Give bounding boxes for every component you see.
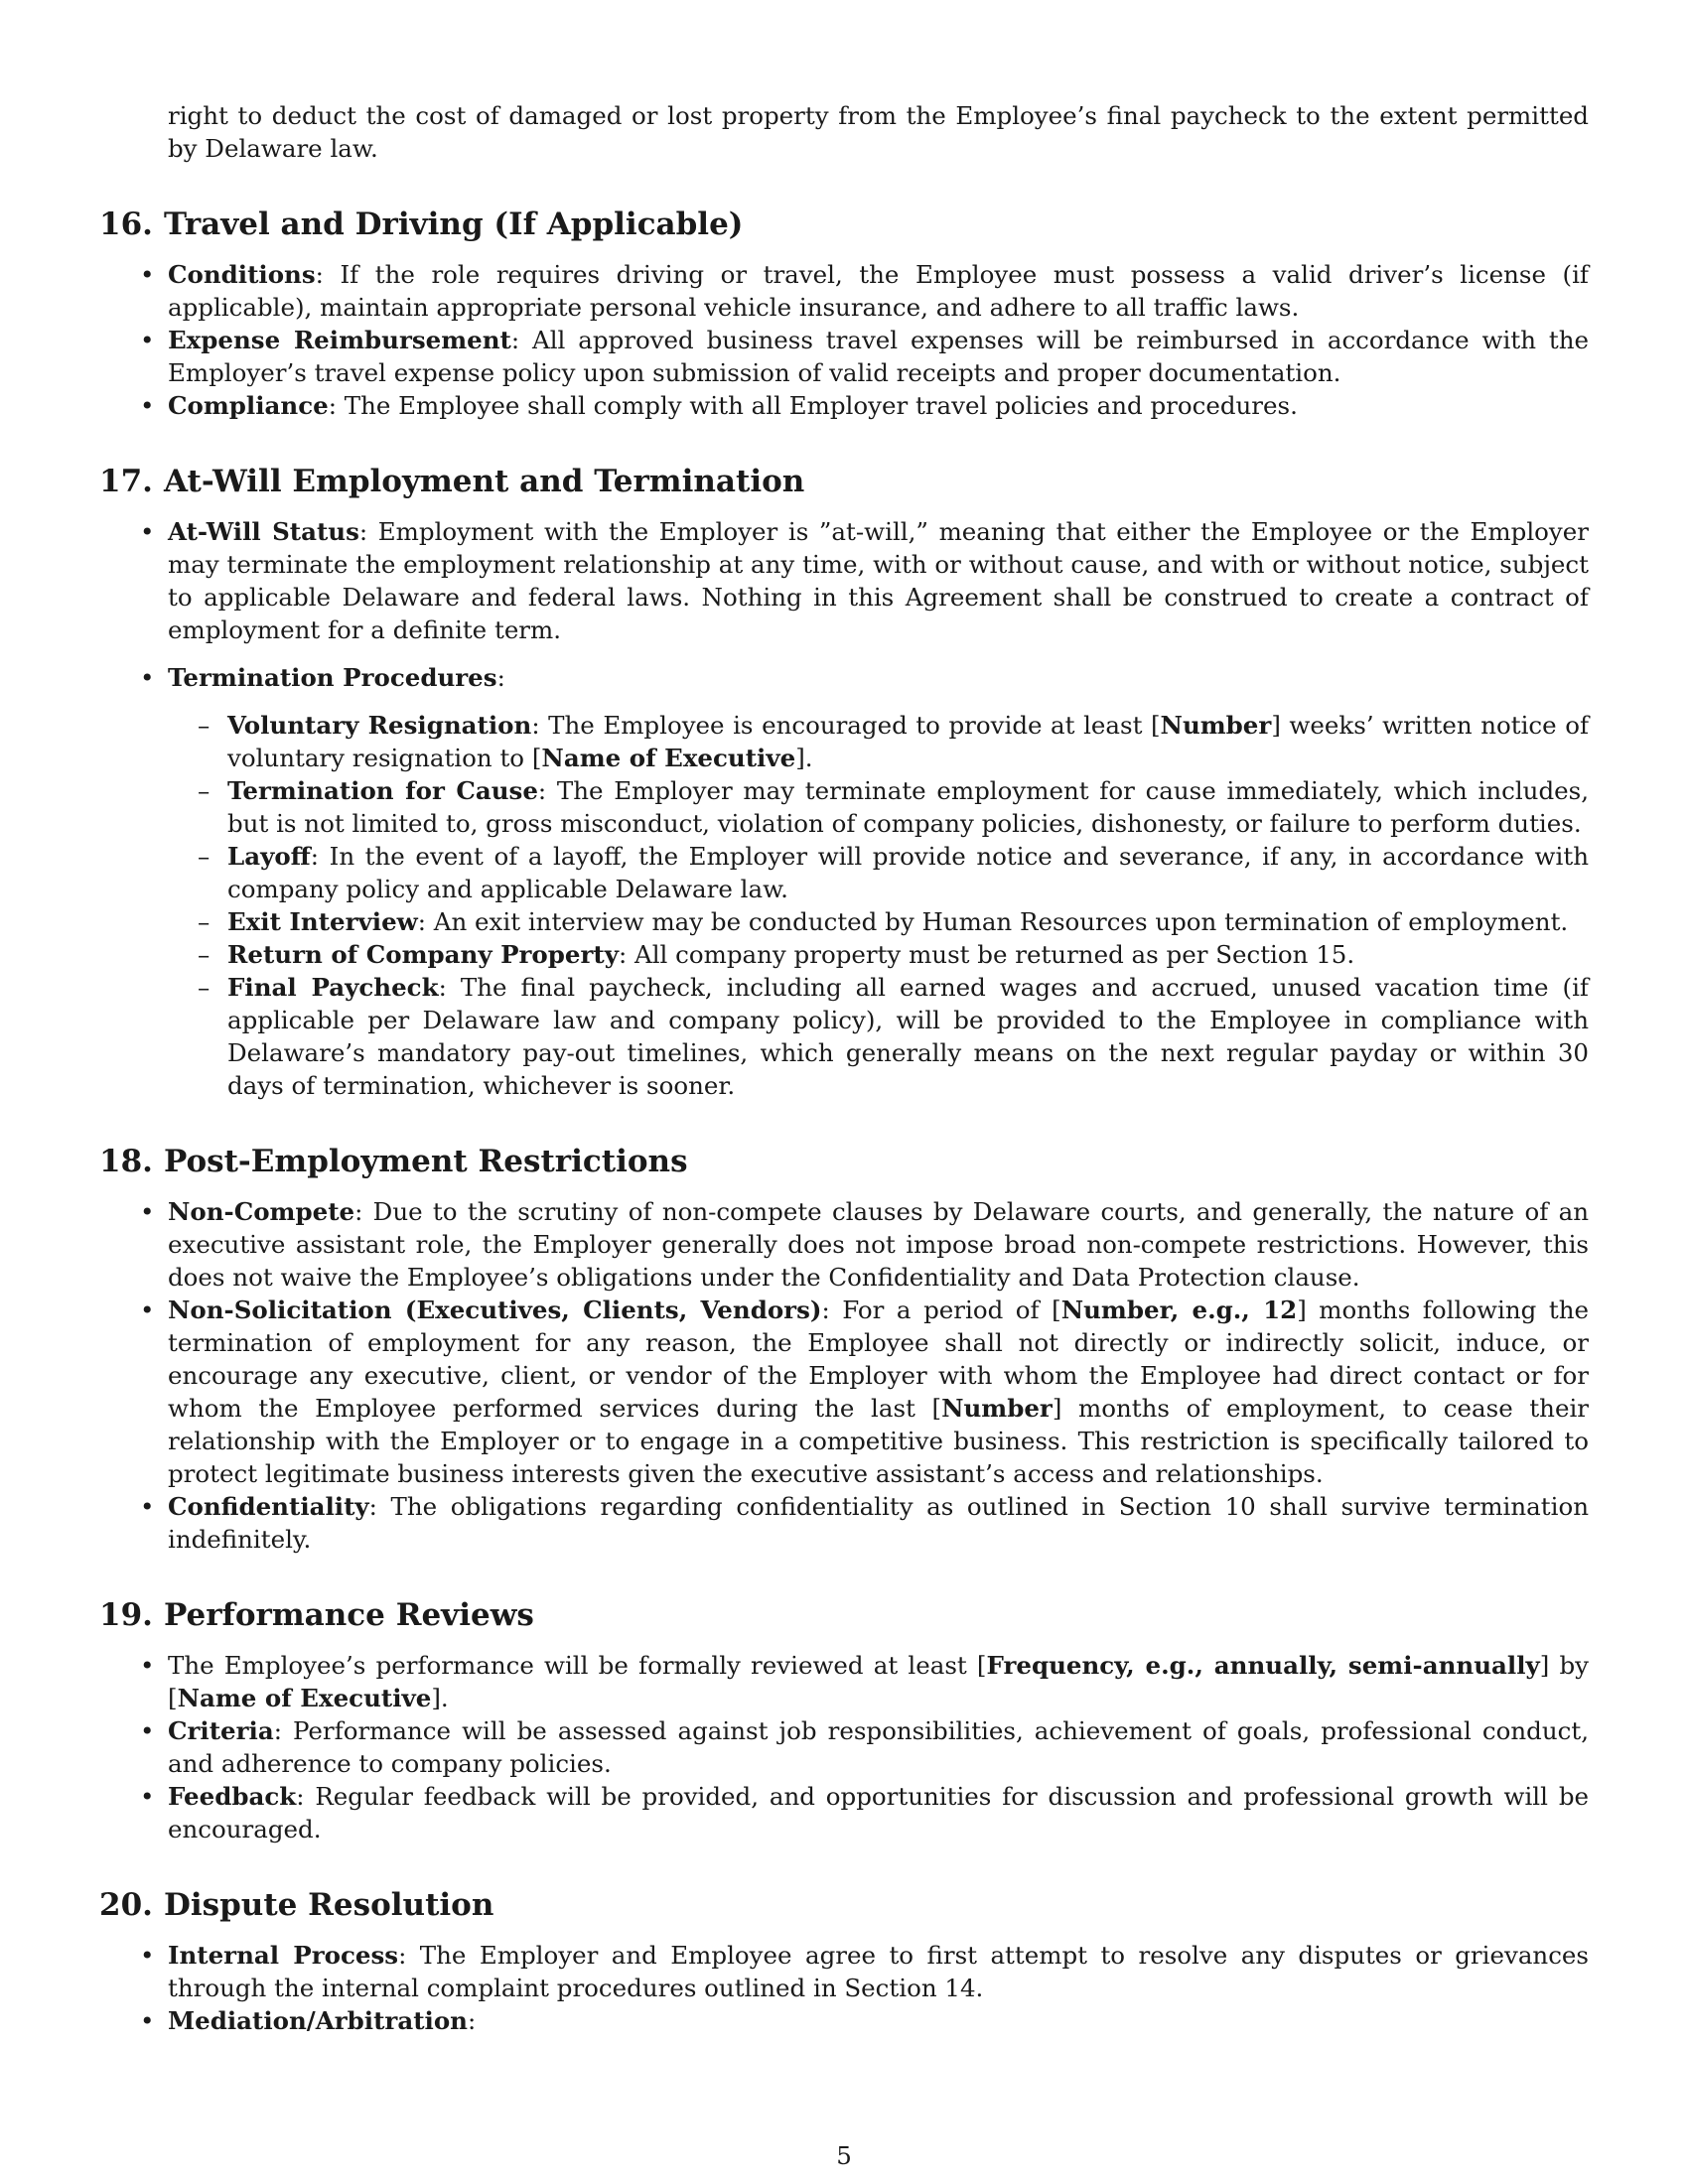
item-text: ] by [ [168,1651,1590,1712]
section-20-list [99,1939,1589,2037]
item-text: : Performance will be assessed against job responsibilities, achievement of goals, professional conduct, and adherence to company policies. [168,1716,1589,1778]
bullet-icon: • [140,1492,155,1521]
sub-list-item [168,709,1589,774]
item-label: Expense Reimbursement [168,326,511,354]
section-19-heading [99,1595,1589,1635]
bullet-icon: • [140,1782,155,1811]
item-text: : [467,2006,477,2035]
section-title: Performance Reviews [164,1597,534,1633]
item-text: : For a period of [ [821,1296,1061,1324]
item-text: : [496,663,505,692]
item-text: ] months following the termination of employment for any reason, the Employee shall not directly or indirectly solicit, induce, or encourage any executive, client, or vendor of the Employer with whom the Employee had direct contact or for whom the Employee performed services during the last [ [168,1296,1589,1423]
item-text: : An exit interview may be conducted by Human Resources upon termination of employment. [417,907,1569,936]
section-number: 18. [99,1144,153,1179]
item-text: : In the event of a layoff, the Employer will provide notice and severance, if any, in accordance with company policy and applicable Delaware law. [227,842,1589,903]
list-item [99,258,1589,324]
dash-icon: – [198,940,211,969]
section-title: Travel and Driving (If Applicable) [164,206,744,242]
item-label: Exit Interview [227,907,418,936]
item-text: ]. [431,1684,449,1712]
section-20-heading [99,1885,1589,1925]
section-number: 19. [99,1597,153,1633]
placeholder-field: Name of Executive [541,744,796,772]
list-item [99,2004,1589,2037]
section-19-list [99,1649,1589,1845]
item-text: : Due to the scrutiny of non-compete clauses by Delaware courts, and generally, the nature of an executive assistant role, the Employer generally does not impose broad non-compete restrictions. However, this does not waive the Employee’s obligations under the Confidentiality and Data Protection clause. [168,1197,1589,1292]
list-item [99,1490,1589,1556]
item-text: : The Employer may terminate employment for cause immediately, which includes, but is not limited to, gross misconduct, violation of company policies, dishonesty, or failure to perform duties. [227,776,1589,838]
item-label: Final Paycheck [227,973,439,1002]
item-label: Layoff [227,842,311,871]
bullet-icon: • [140,1296,155,1324]
item-text: : The Employee is encouraged to provide at least [ [531,711,1161,740]
section-17-list [99,515,1589,1102]
section-title: Post-Employment Restrictions [164,1144,688,1179]
section-16-list [99,258,1589,422]
item-label: Criteria [168,1716,274,1745]
bullet-icon: • [140,1651,155,1680]
page-number: 5 [836,2141,852,2170]
item-text: : The Employer and Employee agree to first attempt to resolve any disputes or grievances through the internal complaint procedures outlined in Section 14. [168,1941,1590,2002]
item-text: ] weeks’ written notice of voluntary resignation to [ [227,711,1590,772]
bullet-icon: • [140,517,155,546]
item-text: ]. [795,744,813,772]
placeholder-field: Number, e.g., 12 [1060,1296,1298,1324]
section-18-list [99,1195,1589,1556]
section-title: At-Will Employment and Termination [164,464,805,499]
item-label: Confidentiality [168,1492,369,1521]
item-label: Feedback [168,1782,297,1811]
item-text: : The final paycheck, including all earned wages and accrued, unused vacation time (if applicable per Delaware law and company policy), will be provided to the Employee in compliance with Delaware’s mandatory pay-out timelines, which generally means on the next regular payday or within 30 days of termination, whichever is sooner. [227,973,1589,1100]
sub-list-item [168,971,1589,1102]
item-text: : The Employee shall comply with all Employer travel policies and procedures. [328,391,1298,420]
list-item [99,1780,1589,1845]
list-item [99,389,1589,422]
list-item [99,324,1589,389]
section-title: Dispute Resolution [164,1887,494,1923]
sub-list-item [168,774,1589,840]
bullet-icon: • [140,326,155,354]
intro-paragraph: right to deduct the cost of damaged or lost property from the Employee’s final paycheck to the extent permitted by Delaware law. [168,101,1589,163]
dash-icon: – [198,711,211,740]
item-label: Non-Compete [168,1197,355,1226]
section-16-heading [99,205,1589,244]
item-text: : Regular feedback will be provided, and opportunities for discussion and professional growth will be encouraged. [168,1782,1589,1843]
item-label: Compliance [168,391,329,420]
sub-list-item [168,840,1589,905]
dash-icon: – [198,907,211,936]
item-label: Internal Process [168,1941,399,1970]
placeholder-field: Number [941,1394,1053,1423]
section-number: 17. [99,464,153,499]
sub-list-item [168,905,1589,938]
list-item [99,661,1589,1102]
item-label: Return of Company Property [227,940,619,969]
list-item [99,1195,1589,1294]
list-item [99,1294,1589,1490]
item-text: : All approved business travel expenses will be reimbursed in accordance with the Employer’s travel expense policy upon submission of valid receipts and proper documentation. [168,326,1589,387]
termination-procedures-list [168,709,1589,1102]
bullet-icon: • [140,260,155,289]
placeholder-field: Frequency, e.g., annually, semi-annually [986,1651,1540,1680]
bullet-icon: • [140,1197,155,1226]
bullet-icon: • [140,391,155,420]
item-text: The Employee’s performance will be formally reviewed at least [ [168,1651,987,1680]
page-content [99,99,1589,2037]
item-text: : All company property must be returned as per Section 15. [618,940,1355,969]
sub-list-item [168,938,1589,971]
item-label: At-Will Status [168,517,359,546]
list-item [99,515,1589,646]
item-text: : The obligations regarding confidentiality as outlined in Section 10 shall survive termination indefinitely. [168,1492,1589,1554]
item-text: ] months of employment, to cease their relationship with the Employer or to engage in a competitive business. This restriction is specifically tailored to protect legitimate business interests given the executive assistant’s access and relationships. [168,1394,1589,1488]
item-text: : Employment with the Employer is ”at-will,” meaning that either the Employee or the Employer may terminate the employment relationship at any time, with or without cause, and with or without notice, subject to applicable Delaware and federal laws. Nothing in this Agreement shall be construed to create a contract of employment for a definite term. [168,517,1589,644]
bullet-icon: • [140,2006,155,2035]
list-item [99,1714,1589,1780]
list-item [99,1939,1589,2004]
bullet-icon: • [140,1941,155,1970]
bullet-icon: • [140,1716,155,1745]
placeholder-field: Number [1160,711,1272,740]
list-item [99,1649,1589,1714]
item-label: Non-Solicitation (Executives, Clients, Vendors) [168,1296,822,1324]
dash-icon: – [198,842,211,871]
placeholder-field: Name of Executive [177,1684,432,1712]
item-label: Termination for Cause [227,776,538,805]
dash-icon: – [198,776,211,805]
section-17-heading [99,462,1589,501]
section-number: 16. [99,206,153,242]
item-label: Mediation/Arbitration [168,2006,468,2035]
section-18-heading [99,1142,1589,1181]
bullet-icon: • [140,663,155,692]
section-number: 20. [99,1887,153,1923]
item-label: Voluntary Resignation [227,711,532,740]
dash-icon: – [198,973,211,1002]
item-label: Conditions [168,260,316,289]
item-text: : If the role requires driving or travel, the Employee must possess a valid driver’s license (if applicable), maintain appropriate personal vehicle insurance, and adhere to all traffic laws. [168,260,1589,322]
item-label: Termination Procedures [168,663,497,692]
